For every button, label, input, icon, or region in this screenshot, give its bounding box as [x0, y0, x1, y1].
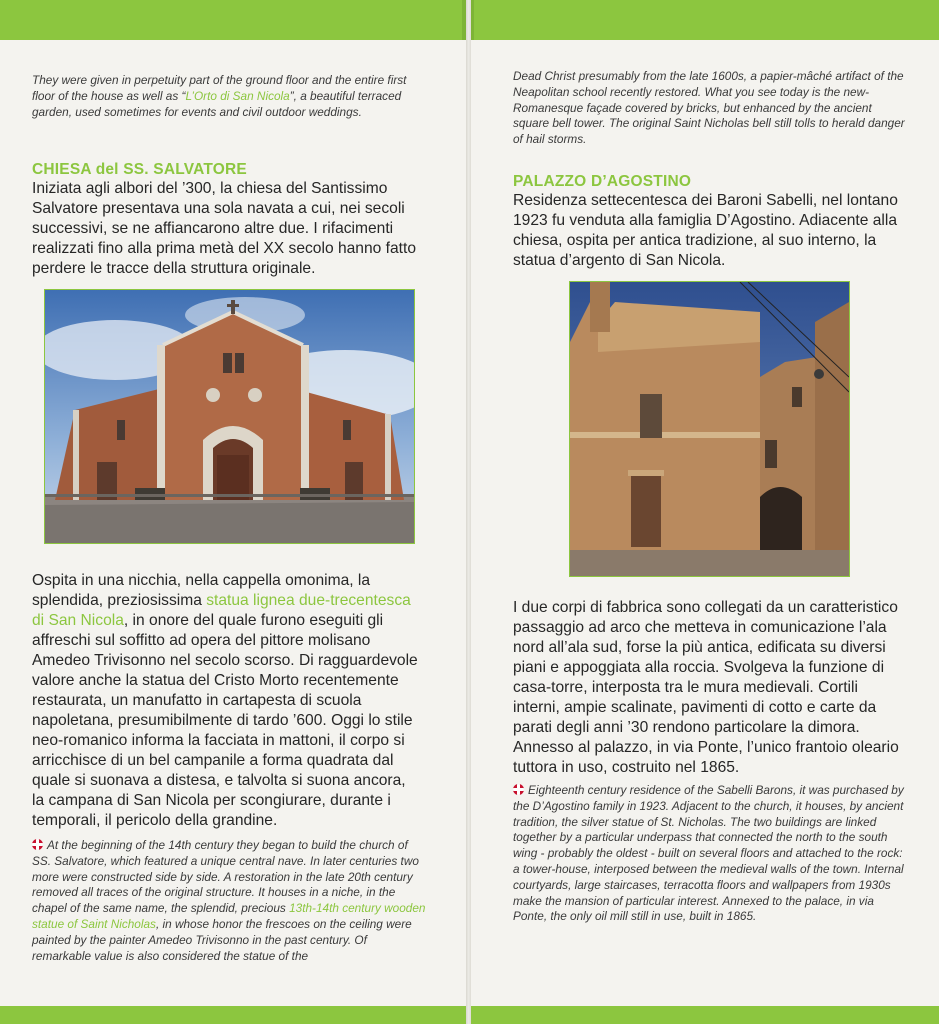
chiesa-en-part1: At the beginning of the 14th century they began to build the church of SS. Salvatore, which featured a unique central nave. In later centuries two more were constructed side by side. A restoration in the late 20th century removed all traces of the original structure. It houses in a niche, in the chapel of the same name, the splendid, precious	[32, 838, 419, 916]
palazzo-en-text: Eighteenth century residence of the Sabelli Barons, it was purchased by the D’Agostino family in 1923. Adjacent to the church, it houses, by ancient tradition, the silver statue of St. Nicholas. The two buildings are linked together by a particular underpass that connected the north to the south wing - probably the oldest - built on several floors and attached to the rock: a tower-house, interposed between the medieval walls of the town. Internal courtyards, large staircases, terracotta floors and wallpapers from 1930s make the mansion of particular interest. Annexed to the palace, in via Ponte, the only oil mill still in use, built in 1865.	[513, 783, 904, 924]
intro-text-part1: They were given in perpetuity part of the ground floor and the entire first floor of the house as well as “	[32, 73, 407, 103]
chiesa-para-italian: Iniziata agli albori del ’300, la chiesa del Santissimo Salvatore presentava una sola navata a cui, nei secoli successivi, se ne affiancarono altre due. I rifacimenti realizzati fino alla prima metà del XX secolo hanno fatto perdere le tracce della struttura originale.	[32, 180, 416, 277]
church-photo	[44, 289, 415, 544]
page-fold	[466, 0, 471, 1024]
statua-lignea-highlight: statua lignea due-trecentesca di San Nicola	[32, 592, 411, 629]
palazzo-photo	[569, 281, 850, 577]
intro-text-part2: ”, a beautiful terraced garden, used sometimes for events and civil outdoor weddings.	[32, 88, 402, 119]
uk-flag-icon	[32, 839, 43, 850]
chiesa-heading: CHIESA del SS. SALVATORE	[32, 161, 247, 178]
continued-english-text: Dead Christ presumably from the late 1600s, a papier-mâché artifact of the Neapolitan school recently restored. What you see today is the new-Romanesque façade covered by bricks, but enhanced by the ancient square bell tower. The original Saint Nicholas bell still tolls to herald danger of hail storms.	[513, 69, 905, 147]
palazzo-heading: PALAZZO D’AGOSTINO	[513, 173, 692, 190]
chiesa-en-part2: , in whose honor the frescoes on the ceiling were painted by the painter Amedeo Trivisonno in the past century. Of remarkable value is also considered the statue of the	[32, 916, 412, 963]
palazzo-para-italian: Residenza settecentesca dei Baroni Sabelli, nel lontano 1923 fu venduta alla famiglia D’Agostino. Adiacente alla chiesa, ospita per antica tradizione, al suo interno, la statua d’argento di San Nicola.	[513, 192, 898, 269]
church-facade-image	[45, 290, 414, 543]
statue-para-part2: , in onore del quale furono eseguiti gli affreschi sul soffitto ad opera del pittore molisano Amedeo Trivisonno nel secolo scorso. Di ragguardevole valore anche la statua del Cristo Morto recentemente restaurata, un manufatto in cartapesta di scuola napoletana, presumibilmente di tardo ’600. Oggi lo stile neo-romanico informa la facciata in mattoni, il corpo si arricchisce di un bel campanile a forma quadrata dal quale si suonava a distesa, e talvolta si suona ancora, la campana di San Nicola per scongiurare, durante i temporali, il pericolo della grandine.	[32, 612, 418, 829]
intro-english-text	[32, 73, 432, 120]
chiesa-english-text	[32, 838, 426, 964]
palazzo-image	[570, 282, 849, 576]
palazzo-english-text	[513, 783, 907, 925]
palazzo-passage-para-italian: I due corpi di fabbrica sono collegati da un caratteristico passaggio ad arco che metteva in comunicazione l’ala nord all’ala sud, forse la più antica, edificata su diversi piani e appoggiata alla roccia. Svolgeva la funzione di casa-torre, interposta tra le mura medievali. Cortili interni, ampie scalinate, pavimenti di cotto e carte da parati degli anni ’30 rendono particolare la dimora. Annesso al palazzo, in via Ponte, l’unico frantoio oleario tuttora in uso, costruito nel 1865.	[513, 599, 899, 776]
statue-para-part1: Ospita in una nicchia, nella cappella omonima, la splendida, preziosissima	[32, 572, 371, 609]
chiesa-statue-para-italian	[32, 571, 422, 831]
orto-san-nicola-highlight: L’Orto di San Nicola	[185, 88, 290, 103]
wooden-statue-highlight: 13th-14th century wooden statue of Saint Nicholas	[32, 901, 426, 931]
uk-flag-icon-right	[513, 784, 524, 795]
